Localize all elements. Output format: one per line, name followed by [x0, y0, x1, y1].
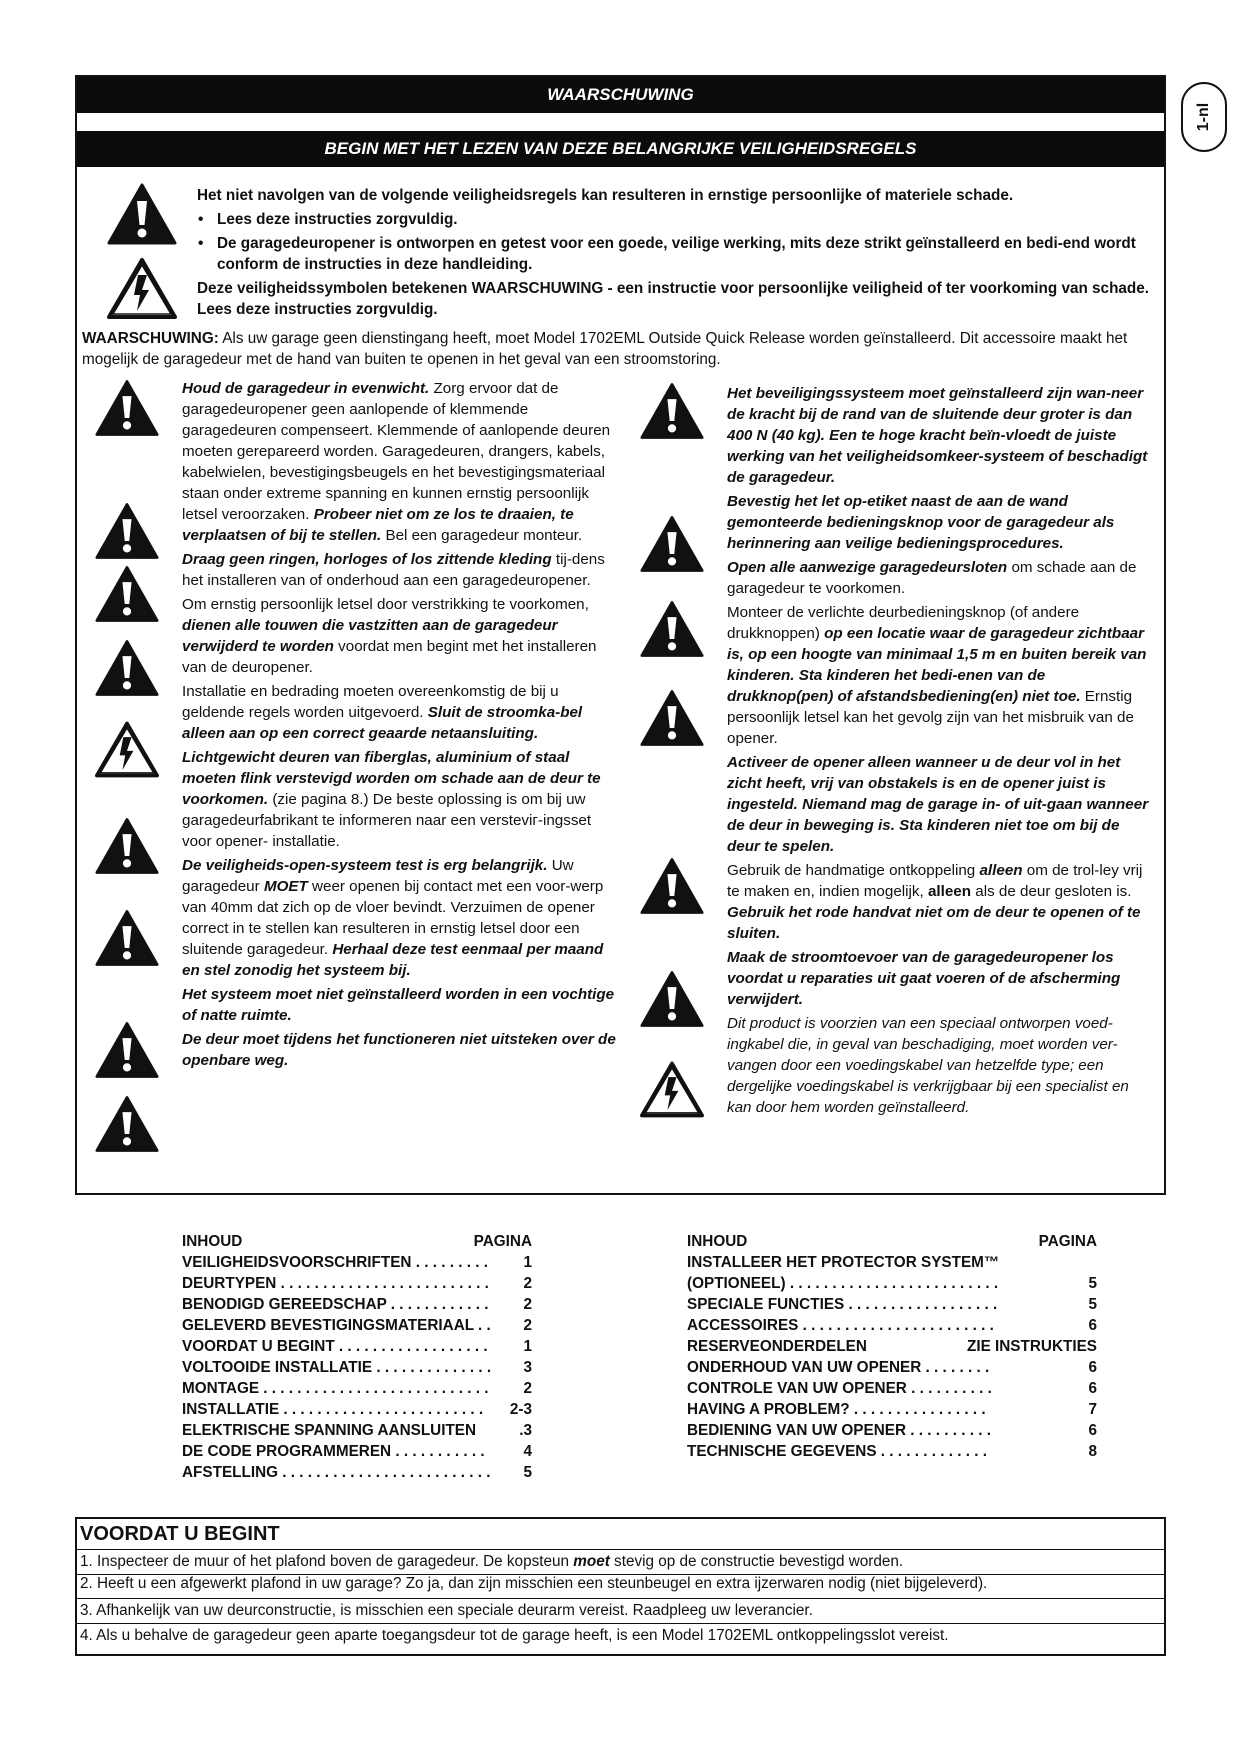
toc-row	[687, 1357, 1097, 1378]
toc-row	[687, 1336, 1097, 1357]
safety-rule: Bevestig het let op-etiket naast de aan de wand gemonteerde bedieningsknop voor de garagedeur als herinnering aan veilige bedieningsprocedures.	[727, 493, 1115, 552]
warning-triangle-icon	[95, 565, 159, 623]
warning-triangle-icon	[95, 639, 159, 697]
toc-row	[182, 1441, 532, 1462]
toc-row	[687, 1273, 1097, 1294]
toc-row	[182, 1252, 532, 1273]
warning-triangle-icon	[95, 1095, 159, 1153]
toc-title: INSTALLATIE . . . . . . . . . . . . . . . . . . . . . . . .	[182, 1401, 484, 1418]
toc-page: 6	[1088, 1380, 1097, 1397]
toc-page: 1	[523, 1254, 532, 1271]
toc-page: 5	[1088, 1275, 1097, 1292]
toc-title: BEDIENING VAN UW OPENER . . . . . . . . . .	[687, 1422, 991, 1439]
toc-page: 6	[1088, 1317, 1097, 1334]
toc-page: PAGINA	[1038, 1233, 1097, 1250]
toc-page: 2	[523, 1317, 532, 1334]
toc-title: INHOUD	[687, 1233, 748, 1250]
toc-title: BENODIGD GEREEDSCHAP . . . . . . . . . . . .	[182, 1296, 489, 1313]
safety-rule: Installatie en bedrading moeten overeenkomstig de bij u geldende regels worden uitgevoerd. Sluit de stroomka-bel alleen aan op een correct geaarde netaansluiting.	[182, 683, 583, 742]
toc-page: 2-3	[509, 1401, 532, 1418]
safety-rule: De deur moet tijdens het functioneren niet uitsteken over de openbare weg.	[182, 1031, 616, 1069]
warning-triangle-icon	[95, 1021, 159, 1079]
toc-title: MONTAGE . . . . . . . . . . . . . . . . . . . . . . . . . . .	[182, 1380, 489, 1397]
toc-page: ZIE INSTRUKTIES	[966, 1338, 1097, 1355]
toc-title: VEILIGHEIDSVOORSCHRIFTEN . . . . . . . . .	[182, 1254, 488, 1271]
toc-row	[687, 1315, 1097, 1336]
intro-text	[197, 185, 1152, 323]
toc-header-row	[687, 1231, 1097, 1252]
toc-row	[687, 1252, 1097, 1273]
toc-row	[182, 1462, 532, 1483]
safety-rule: Activeer de opener alleen wanneer u de deur vol in het zicht heeft, vrij van obstakels is en de opener juist is ingesteld. Niemand mag de garage in- of uit-gaan wanneer de deur in beweging is. Sta kinderen niet toe om bij de deur te spelen.	[727, 754, 1149, 855]
toc-title: VOLTOOIDE INSTALLATIE . . . . . . . . . . . . . .	[182, 1359, 492, 1376]
safety-rules-header: BEGIN MET HET LEZEN VAN DEZE BELANGRIJKE VEILIGHEIDSREGELS	[77, 131, 1164, 167]
toc-page: 2	[523, 1275, 532, 1292]
safety-rule: Om ernstig persoonlijk letsel door verstrikking te voorkomen, dienen alle touwen die vastzitten aan de garagedeur verwijderd te worden voordat men begint met het installeren van de deuropener.	[182, 596, 597, 676]
page-number: 1-nl	[1195, 102, 1212, 132]
toc-row	[182, 1294, 532, 1315]
safety-rule: De veiligheids-open-systeem test is erg belangrijk. Uw garagedeur MOET weer openen bij contact met een voor-werp van 40mm dat zich op de vloer bevindt. Verzuimen de opener correct in te stellen kan resulteren in ernstig letsel door een sluitende garagedeur. Herhaal deze test eenmaal per maand en stel zonodig het systeem bij.	[182, 857, 604, 979]
toc-title: ELEKTRISCHE SPANNING AANSLUITEN	[182, 1422, 477, 1439]
toc-row	[182, 1378, 532, 1399]
divider	[77, 1598, 1164, 1599]
safety-rule: Het beveiligingssysteem moet geïnstalleerd zijn wan-neer de kracht bij de rand van de sluitende deur groter is dan 400 N (40 kg). Een te hoge kracht beïn-vloedt de juiste werking van het veiligheidsomkeer-systeem of beschadigt de garagedeur.	[727, 385, 1148, 486]
divider	[77, 1623, 1164, 1624]
right-safety-column	[727, 383, 1152, 1121]
toc-title: SPECIALE FUNCTIES . . . . . . . . . . . . . . . . . .	[687, 1296, 998, 1313]
toc-title: RESERVEONDERDELEN	[687, 1338, 867, 1355]
safety-rule: Draag geen ringen, horloges of los zittende kleding tij-dens het installeren van of onderhoud aan een garagedeuropener.	[182, 551, 605, 589]
safety-rule: Gebruik de handmatige ontkoppeling alleen om de trol-ley vrij te maken en, indien mogelijk, alleen als de deur gesloten is. Gebruik het rode handvat niet om de deur te openen of te sluiten.	[727, 862, 1143, 942]
toc-title: (OPTIONEEL) . . . . . . . . . . . . . . . . . . . . . . . . .	[687, 1275, 999, 1292]
intro-bullet: • De garagedeuropener is ontworpen en getest voor een goede, veilige werking, mits deze strikt geïnstalleerd en bedi-end wordt conform de instructies in deze handleiding.	[197, 233, 1152, 275]
toc-page: 7	[1088, 1401, 1097, 1418]
toc-title: DEURTYPEN . . . . . . . . . . . . . . . . . . . . . . . . .	[182, 1275, 489, 1292]
warning-triangle-icon	[640, 970, 704, 1028]
warning-triangle-icon	[95, 502, 159, 560]
toc-page: 5	[523, 1464, 532, 1481]
toc-row	[182, 1315, 532, 1336]
toc-title: INHOUD	[182, 1233, 243, 1250]
toc-page: 4	[523, 1443, 532, 1460]
safety-rule: Het systeem moet niet geïnstalleerd worden in een vochtige of natte ruimte.	[182, 986, 615, 1024]
intro-bullet: • Lees deze instructies zorgvuldig.	[197, 209, 1152, 230]
toc-title: HAVING A PROBLEM? . . . . . . . . . . . . . . . .	[687, 1401, 986, 1418]
warning-label: WAARSCHUWING:	[82, 330, 219, 347]
warning-text: Als uw garage geen dienstingang heeft, moet Model 1702EML Outside Quick Release worden geïnstalleerd. Dit accessoire maakt het mogelijk de garagedeur met de hand van buiten te openen in het geval van een stroomstoring.	[82, 330, 1128, 368]
toc-row	[687, 1441, 1097, 1462]
toc-title: DE CODE PROGRAMMEREN . . . . . . . . . . .	[182, 1443, 485, 1460]
warning-triangle-icon	[95, 817, 159, 875]
toc-row	[182, 1357, 532, 1378]
list-item: 2. Heeft u een afgewerkt plafond in uw garage? Zo ja, dan zijn misschien een steunbeugel en extra ijzerwaren nodig (niet bijgeleverd).	[80, 1575, 988, 1592]
before-you-start-box	[75, 1517, 1166, 1656]
toc-title: TECHNISCHE GEGEVENS . . . . . . . . . . . . .	[687, 1443, 988, 1460]
electric-shock-warning-icon	[640, 1060, 704, 1118]
safety-rule: Houd de garagedeur in evenwicht. Zorg ervoor dat de garagedeuropener geen aanlopende of klemmende garagedeuren compenseert. Klemmende of aanlopende deuren moeten gerepareerd worden. Garagedeuren, drangers, kabels, kabelwielen, bevestigingsbeugels en het bevestigingsmateriaal staan onder extreme spanning en kunnen ernstig persoonlijk letsel veroorzaken. Probeer niet om ze los te draaien, te verplaatsen of bij te stellen. Bel een garagedeur monteur.	[182, 380, 611, 544]
list-item: 4. Als u behalve de garagedeur geen aparte toegangsdeur tot de garage heeft, is een Model 1702EML ontkoppelingsslot vereist.	[80, 1627, 949, 1644]
outside-release-warning	[82, 328, 1162, 370]
warning-box	[75, 75, 1166, 1195]
safety-rule: Lichtgewicht deuren van fiberglas, aluminium of staal moeten flink verstevigd worden om schade aan de deur te voorkomen. (zie pagina 8.) De beste oplossing is om bij uw garagedeurfabrikant te informeren naar een versteviг-ingsset voor opener- installatie.	[182, 749, 601, 850]
toc-page: 6	[1088, 1422, 1097, 1439]
toc-row	[687, 1294, 1097, 1315]
page-number-tab	[1181, 82, 1227, 152]
toc-page: PAGINA	[473, 1233, 532, 1250]
safety-rule: Open alle aanwezige garagedeursloten om schade aan de garagedeur te voorkomen.	[727, 559, 1137, 597]
safety-rule: Monteer de verlichte deurbedieningsknop (of andere drukknoppen) op een locatie waar de garagedeur zichtbaar is, op een hoogte van minimaal 1,5 m en buiten bereik van kinderen. Sta kinderen het bedi-enen van de drukknop(pen) of afstandsbediening(en) niet toe. Ernstig persoonlijk letsel kan het gevolg zijn van het misbruik van de opener.	[727, 604, 1147, 747]
toc-row	[182, 1420, 532, 1441]
toc-title: ONDERHOUD VAN UW OPENER . . . . . . . .	[687, 1359, 990, 1376]
toc-page: 6	[1088, 1359, 1097, 1376]
toc-title: AFSTELLING . . . . . . . . . . . . . . . . . . . . . . . . .	[182, 1464, 491, 1481]
toc-row	[182, 1336, 532, 1357]
toc-row	[182, 1273, 532, 1294]
toc-title: ACCESSOIRES . . . . . . . . . . . . . . . . . . . . . . .	[687, 1317, 994, 1334]
warning-triangle-icon	[640, 689, 704, 747]
table-of-contents-left	[182, 1231, 532, 1483]
warning-triangle-icon	[640, 515, 704, 573]
toc-title: VOORDAT U BEGINT . . . . . . . . . . . . . . . . . .	[182, 1338, 488, 1355]
toc-row	[182, 1399, 532, 1420]
warning-triangle-icon	[640, 382, 704, 440]
toc-page: 1	[523, 1338, 532, 1355]
intro-line: Deze veiligheidssymbolen betekenen WAARSCHUWING - een instructie voor persoonlijke veiligheid of ter voorkoming van schade. Lees deze instructies zorgvuldig.	[197, 280, 1150, 318]
electric-shock-warning-icon	[95, 720, 159, 778]
warning-triangle-icon	[95, 909, 159, 967]
toc-title: INSTALLEER HET PROTECTOR SYSTEM™	[687, 1254, 1000, 1271]
list-item: 1. Inspecteer de muur of het plafond boven de garagedeur. De kopsteun moet stevig op de constructie bevestigd worden.	[80, 1553, 904, 1570]
left-safety-column	[182, 378, 622, 1074]
toc-header-row	[182, 1231, 532, 1252]
list-item: 3. Afhankelijk van uw deurconstructie, is misschien een speciale deurarm vereist. Raadpleeg uw leverancier.	[80, 1602, 813, 1619]
toc-page: 8	[1088, 1443, 1097, 1460]
divider	[77, 1549, 1164, 1550]
toc-page: 2	[523, 1380, 532, 1397]
warning-header: WAARSCHUWING	[77, 77, 1164, 113]
toc-row	[687, 1399, 1097, 1420]
table-of-contents-right	[687, 1231, 1097, 1462]
toc-page: .3	[519, 1422, 532, 1439]
warning-triangle-icon	[95, 379, 159, 437]
warning-triangle-icon	[640, 600, 704, 658]
safety-rule: Dit product is voorzien van een speciaal ontworpen voed-ingkabel die, in geval van beschadiging, moet worden ver-vangen door een voedingskabel van hetzelfde type; een dergelijke voedingskabel is verkrijgbaar bij een specialist en kan door hem worden geïnstalleerd.	[727, 1015, 1129, 1116]
toc-page: 5	[1088, 1296, 1097, 1313]
safety-rule: Maak de stroomtoevoer van de garagedeuropener los voordat u reparaties uit gaat voeren of de afscherming verwijdert.	[727, 949, 1121, 1008]
toc-title: GELEVERD BEVESTIGINGSMATERIAAL . .	[182, 1317, 491, 1334]
toc-row	[687, 1378, 1097, 1399]
warning-triangle-icon	[640, 857, 704, 915]
electric-shock-warning-icon	[107, 257, 177, 319]
toc-page: 3	[523, 1359, 532, 1376]
toc-page: 2	[523, 1296, 532, 1313]
warning-triangle-icon	[107, 183, 177, 245]
section-title: VOORDAT U BEGINT	[80, 1523, 280, 1545]
toc-row	[687, 1420, 1097, 1441]
toc-title: CONTROLE VAN UW OPENER . . . . . . . . . .	[687, 1380, 992, 1397]
intro-line: Het niet navolgen van de volgende veiligheidsregels kan resulteren in ernstige persoonlijke of materiele schade.	[197, 187, 1014, 204]
